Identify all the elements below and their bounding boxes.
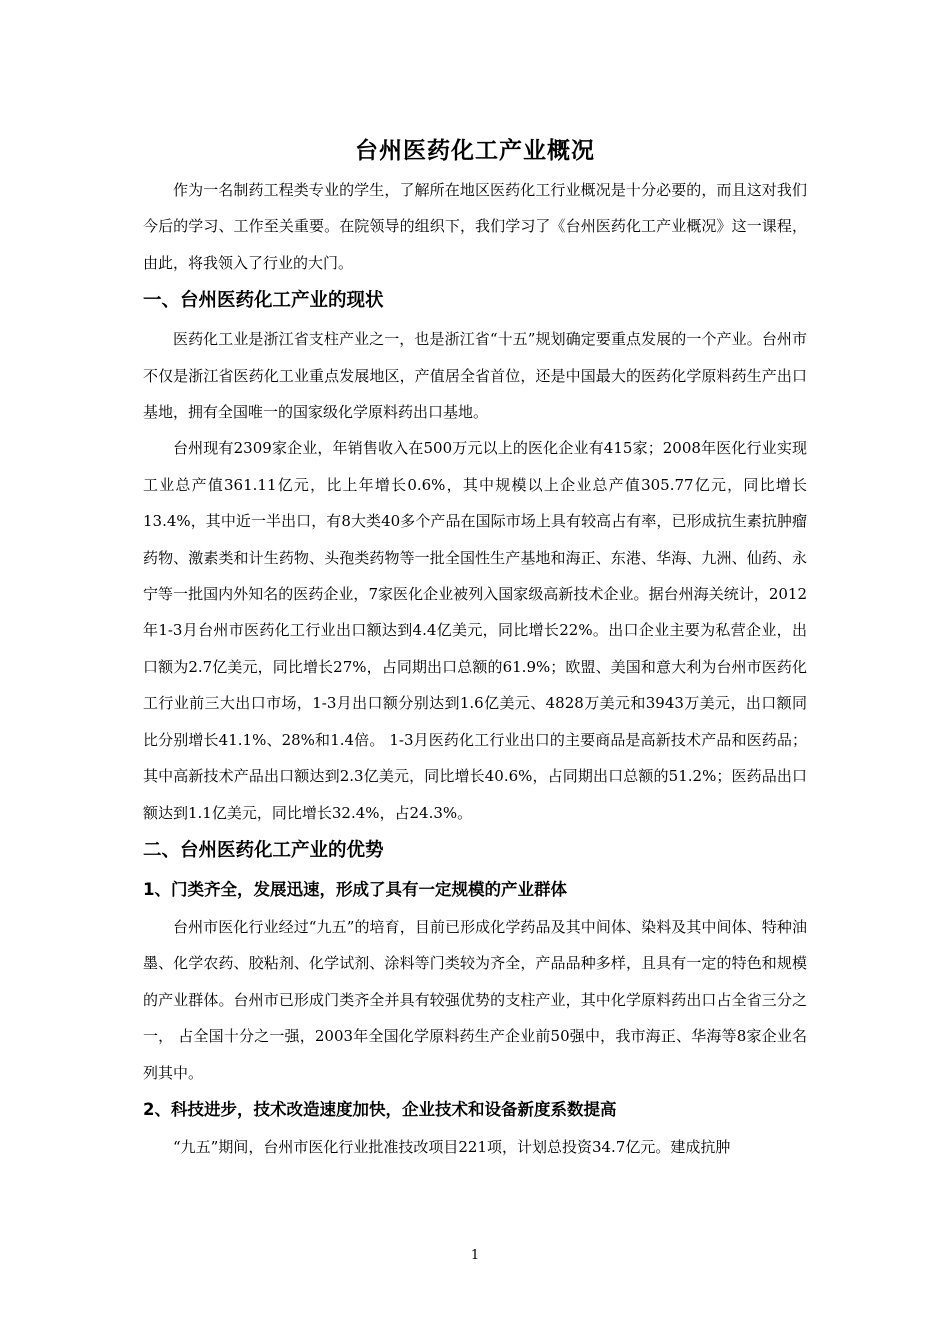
status-paragraph-2: 台州现有2309家企业，年销售收入在500万元以上的医化企业有415家；2008年医化行业实现工业总产值361.11亿元，比上年增长0.6%，其中规模以上企业总产值305.77亿元，同比增长13.4%，其中近一半出口，有8大类40多个产品在国际市场上具有较高占有率，已形成抗生素抗肿瘤药物、激素类和计生药物、头孢类药物等一批全国性生产基地和海正、东港、华海、九洲、仙药、永宁等一批国内外知名的医药企业，7家医化企业被列入国家级高新技术企业。据台州海关统计，2012年1-3月台州市医药化工行业出口额达到4.4亿美元，同比增长22%。出口企业主要为私营企业，出口额为2.7亿美元，同比增长27%，占同期出口总额的61.9%；欧盟、美国和意大利为台州市医药化工行业前三大出口市场，1-3月出口额分别达到1.6亿美元、4828万美元和3943万美元，出口额同比分别增长41.1%、28%和1.4倍。 1-3月医药化工行业出口的主要商品是高新技术产品和医药品；其中高新技术产品出口额达到2.3亿美元，同比增长40.6%，占同期出口总额的51.2%；医药品出口额达到1.1亿美元，同比增长32.4%，占24.3%。 <box>143 439 807 822</box>
subsection-heading-2: 2、科技进步，技术改造速度加快，企业技术和设备新度系数提高 <box>143 1099 617 1119</box>
section-heading-status: 一、台州医药化工产业的现状 <box>143 290 384 312</box>
subsection-paragraph-1: 台州市医化行业经过“九五”的培育，目前已形成化学药品及其中间体、染料及其中间体、特种油墨、化学农药、胶粘剂、化学试剂、涂料等门类较为齐全，产品品种多样，且具有一定的特色和规模的产业群体。台州市已形成门类齐全并具有较强优势的支柱产业，其中化学原料药出口占全省三分之一， 占全国十分之一强，2003年全国化学原料药生产企业前50强中，我市海正、华海等8家企业名列其中。 <box>143 917 807 1082</box>
document-body <box>143 130 807 1165</box>
subsection-paragraph-2: “九五”期间，台州市医化行业批准技改项目221项，计划总投资34.7亿元。建成抗肿 <box>173 1137 731 1156</box>
section-heading-advantages: 二、台州医药化工产业的优势 <box>143 839 384 861</box>
document-title: 台州医药化工产业概况 <box>355 138 595 164</box>
intro-paragraph: 作为一名制药工程类专业的学生，了解所在地区医药化工行业概况是十分必要的，而且这对我们今后的学习、工作至关重要。在院领导的组织下，我们学习了《台州医药化工产业概况》这一课程，由此，将我领入了行业的大门。 <box>143 181 807 272</box>
subsection-heading-1: 1、门类齐全，发展迅速，形成了具有一定规模的产业群体 <box>143 879 567 899</box>
status-paragraph-1: 医药化工业是浙江省支柱产业之一，也是浙江省“十五”规划确定要重点发展的一个产业。台州市不仅是浙江省医药化工业重点发展地区，产值居全省首位，还是中国最大的医药化学原料药生产出口基地，拥有全国唯一的国家级化学原料药出口基地。 <box>143 330 807 422</box>
page-number: 1 <box>470 1248 480 1263</box>
